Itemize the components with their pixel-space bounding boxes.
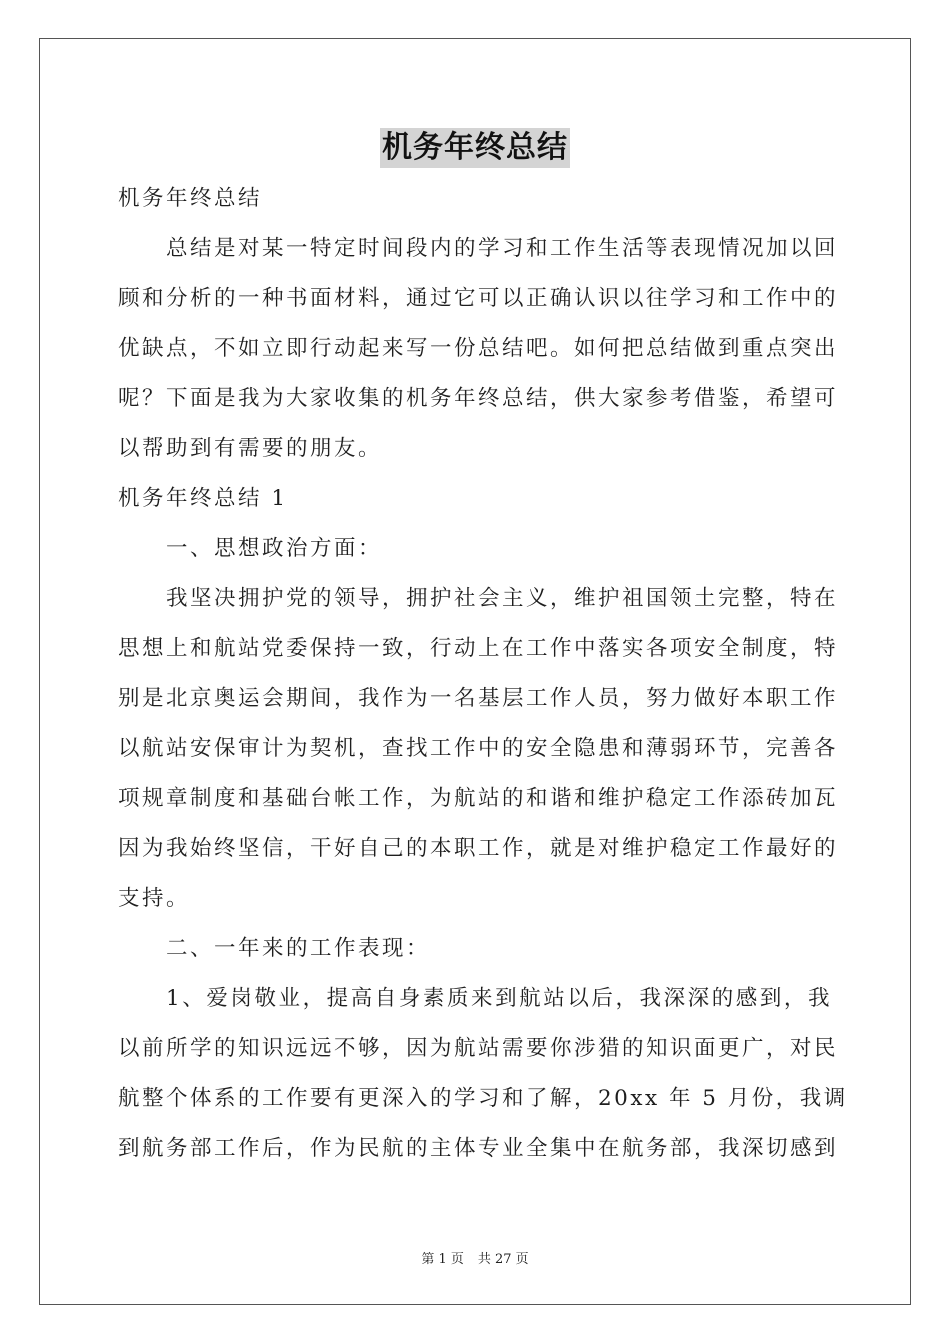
body-line: 1、爱岗敬业，提高自身素质来到航站以后，我深深的感到，我: [166, 986, 832, 1011]
body-line: 以前所学的知识远远不够，因为航站需要你涉猎的知识面更广，对民: [118, 1036, 839, 1061]
document-title: 机务年终总结: [380, 128, 570, 168]
intro-line: 顾和分析的一种书面材料，通过它可以正确认识以往学习和工作中的: [118, 286, 839, 311]
title-container: [0, 128, 950, 168]
page-number: 第 1 页: [421, 1252, 464, 1267]
page-footer: [0, 1248, 950, 1267]
body-line: 思想上和航站党委保持一致，行动上在工作中落实各项安全制度，特: [118, 636, 839, 661]
page-total: 共 27 页: [477, 1252, 529, 1267]
intro-line: 总结是对某一特定时间段内的学习和工作生活等表现情况加以回: [166, 236, 839, 261]
intro-line: 呢？下面是我为大家收集的机务年终总结，供大家参考借鉴，希望可: [118, 386, 839, 411]
part-heading: 二、一年来的工作表现：: [166, 936, 431, 961]
body-line: 航整个体系的工作要有更深入的学习和了解，20xx 年 5 月份，我调: [118, 1086, 848, 1111]
body-line: 支持。: [118, 886, 191, 911]
body-line: 项规章制度和基础台帐工作，为航站的和谐和维护稳定工作添砖加瓦: [118, 786, 839, 811]
body-line: 因为我始终坚信，干好自己的本职工作，就是对维护稳定工作最好的: [118, 836, 839, 861]
intro-line: 以帮助到有需要的朋友。: [118, 436, 383, 461]
body-line: 别是北京奥运会期间，我作为一名基层工作人员，努力做好本职工作: [118, 686, 839, 711]
part-heading: 一、思想政治方面：: [166, 536, 383, 561]
subtitle: 机务年终总结: [118, 186, 263, 211]
page-border: [39, 38, 911, 1305]
intro-line: 优缺点，不如立即行动起来写一份总结吧。如何把总结做到重点突出: [118, 336, 839, 361]
body-line: 我坚决拥护党的领导，拥护社会主义，维护祖国领土完整，特在: [166, 586, 839, 611]
body-line: 以航站安保审计为契机，查找工作中的安全隐患和薄弱环节，完善各: [118, 736, 839, 761]
section-heading: 机务年终总结 1: [118, 486, 288, 511]
body-line: 到航务部工作后，作为民航的主体专业全集中在航务部，我深切感到: [118, 1136, 839, 1161]
